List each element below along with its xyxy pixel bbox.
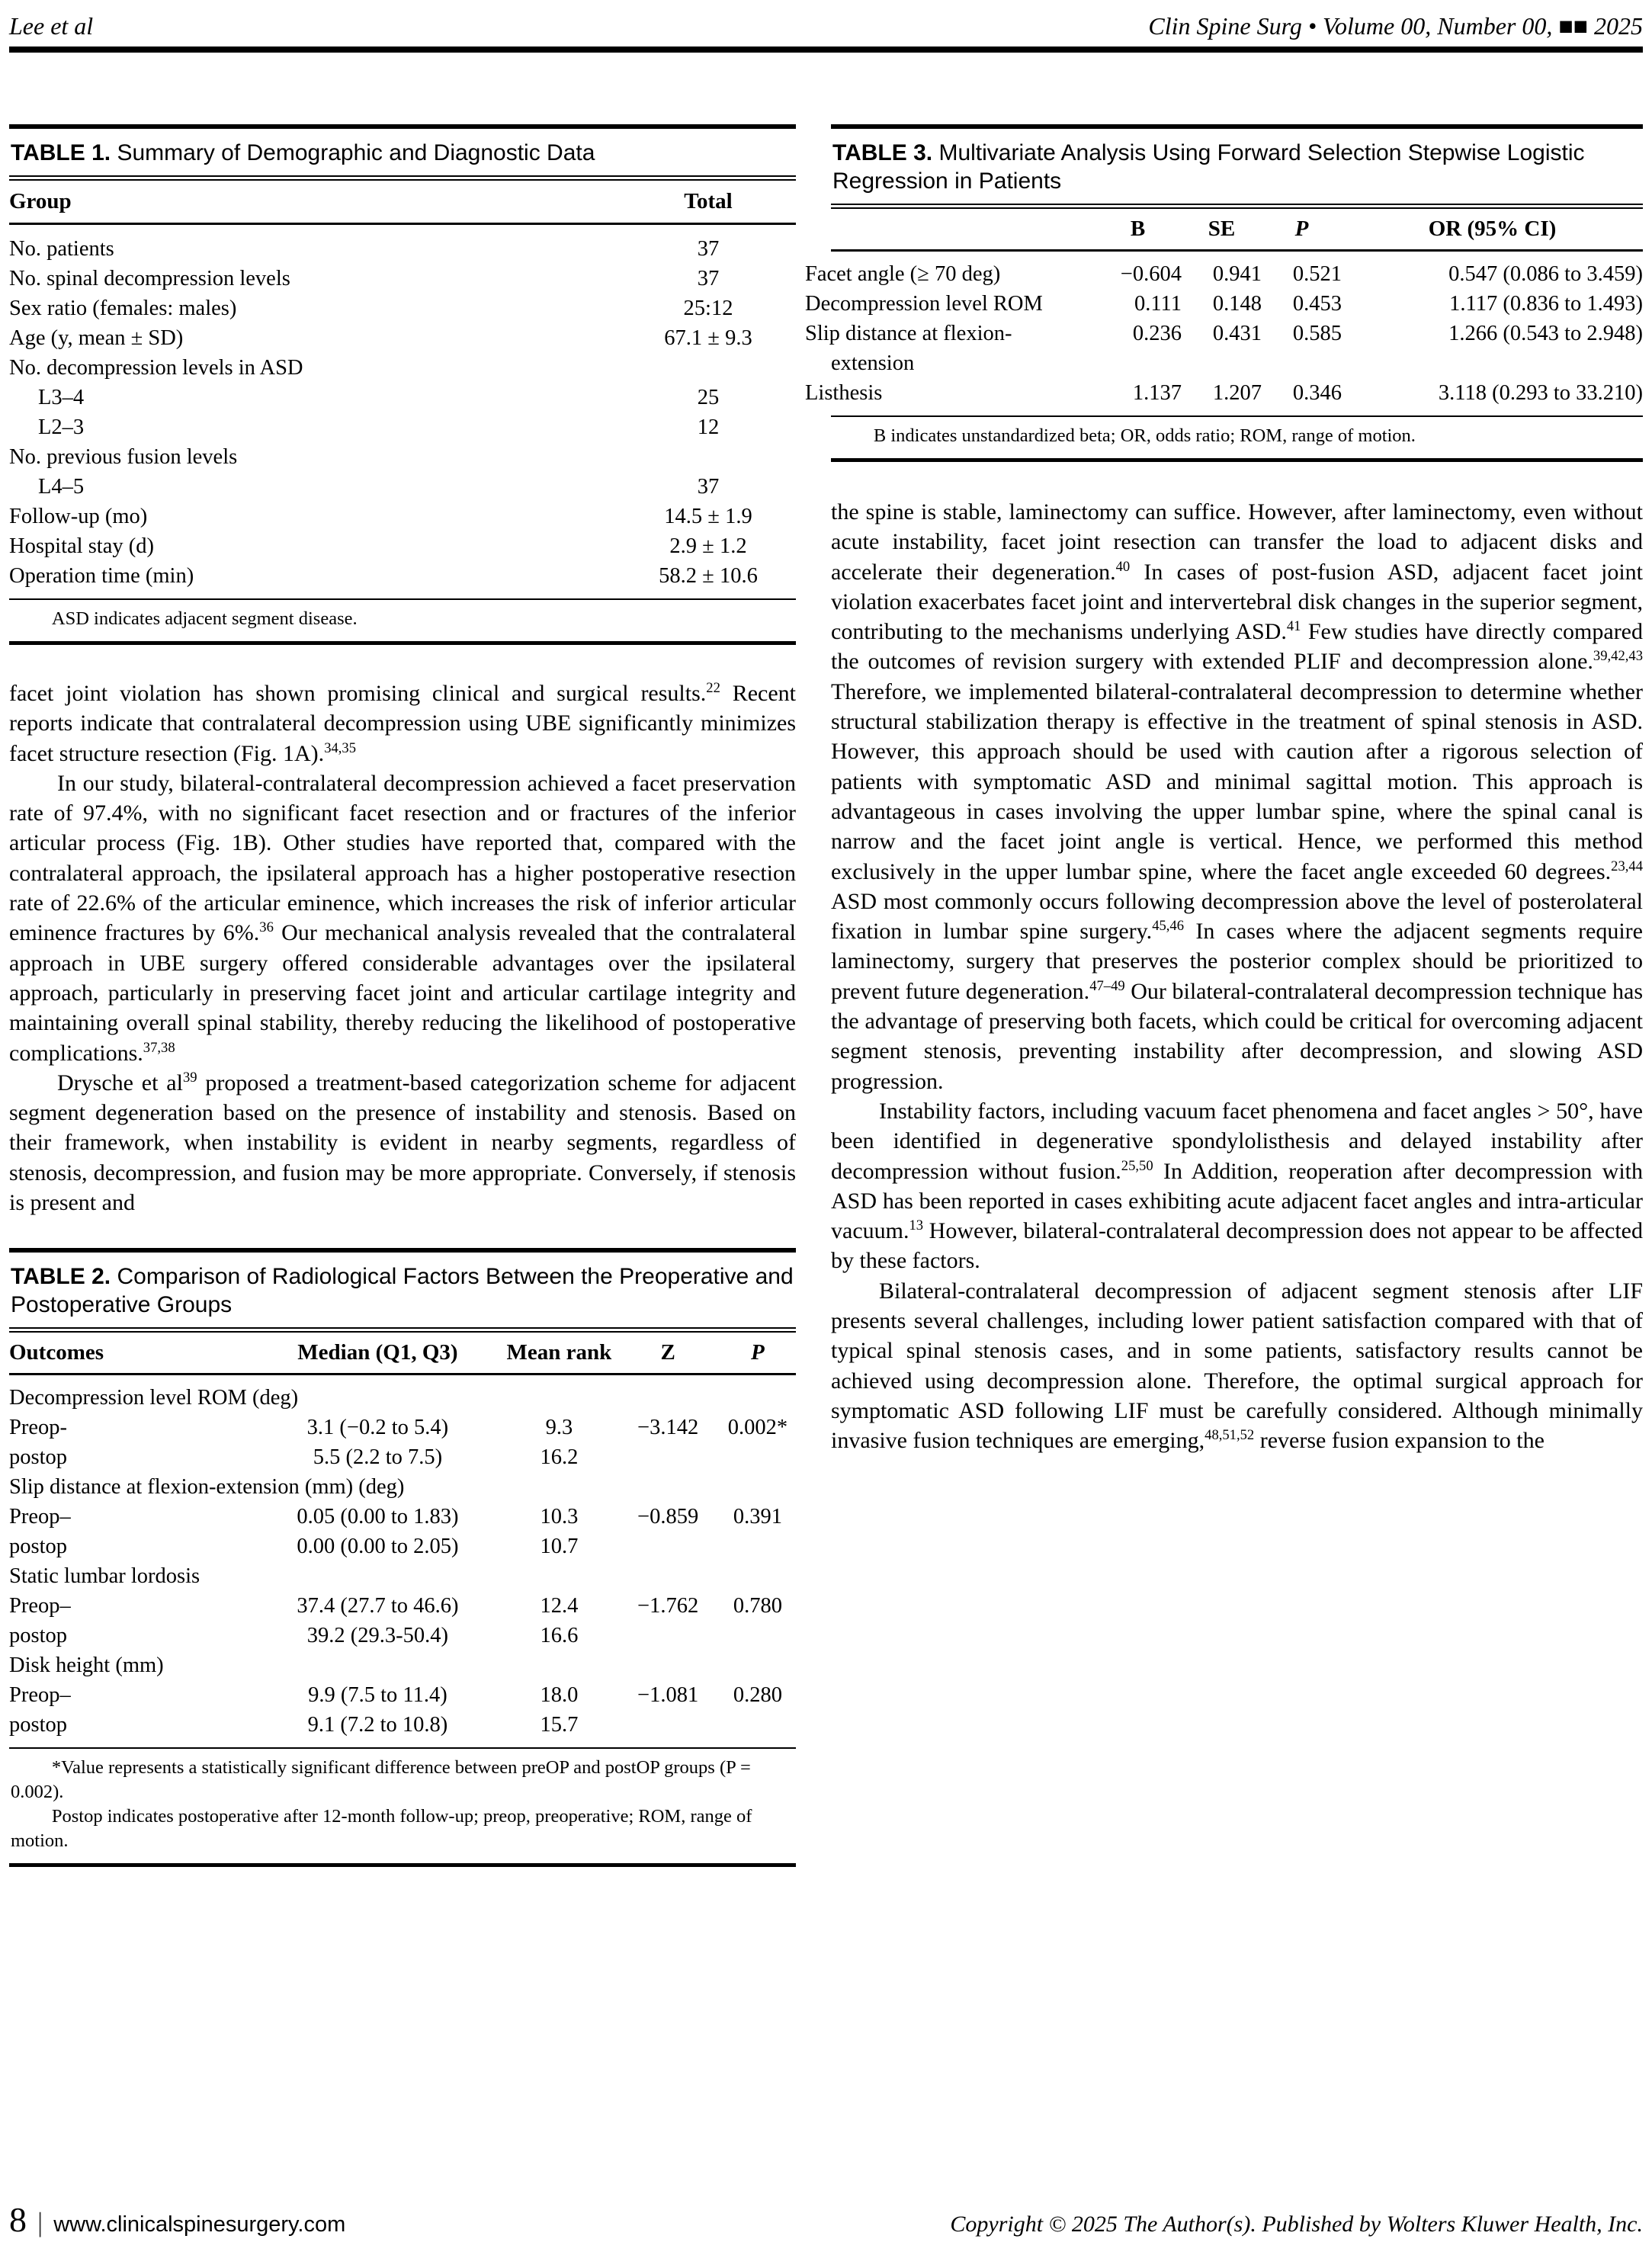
row-label: Operation time (min) — [9, 563, 194, 588]
column-header-z: Z — [660, 1340, 675, 1365]
running-head-journal: Clin Spine Surg • Volume 00, Number 00, ■■ 2025 — [1148, 12, 1643, 40]
table-3-body — [805, 259, 1643, 408]
body-paragraph: Bilateral-contralateral decompression of adjacent segment stenosis after LIF presents several challenges, including lower patient satisfaction compared with that of typical spinal stenosis cases, and in some patients, satisfactory results cannot be achieved using decompression alone. Therefore, the optimal surgical approach for symptomatic ASD following LIF must be carefully considered. Although minimally invasive fusion techniques are emerging,$^{48,51,52}$ reverse fusion expansion to the — [831, 1278, 1643, 1454]
p-value: 0.521 — [1292, 261, 1342, 286]
citation-superscript: 40 — [1115, 558, 1131, 575]
table-row — [9, 383, 796, 412]
page-number: 8 — [9, 2200, 27, 2239]
z-value — [617, 1532, 720, 1561]
median-value: 37.4 (27.7 to 46.6) — [297, 1593, 459, 1618]
footnote-text: Postop indicates postoperative after 12-month follow-up; preop, preoperative; ROM, range of motion. — [11, 1806, 752, 1852]
mean-rank-value: 10.3 — [540, 1504, 579, 1528]
table-rule — [831, 204, 1643, 209]
mean-rank-value: 12.4 — [540, 1593, 579, 1618]
table-1-body — [9, 225, 796, 598]
table-row — [831, 319, 1643, 378]
row-label: Preop– — [9, 1593, 71, 1618]
row-value: 67.1 ± 9.3 — [664, 326, 752, 350]
p-value: 0.453 — [1292, 291, 1342, 316]
table-row — [9, 1710, 796, 1740]
copyright-notice: Copyright © 2025 The Author(s). Published by Wolters Kluwer Health, Inc. — [950, 2212, 1643, 2237]
citation-superscript: 39,42,43 — [1593, 648, 1643, 665]
citation-superscript: 39 — [182, 1069, 197, 1086]
row-label: Facet angle (≥ 70 deg) — [805, 261, 1001, 286]
median-value: 0.05 (0.00 to 1.83) — [297, 1504, 459, 1528]
or-ci-value: 1.266 (0.543 to 2.948) — [1448, 321, 1643, 345]
median-value: 0.00 (0.00 to 2.05) — [297, 1534, 459, 1558]
table-row — [9, 531, 796, 561]
b-value: −0.604 — [1120, 261, 1182, 286]
group-label: Decompression level ROM (deg) — [9, 1385, 299, 1410]
median-value: 9.1 (7.2 to 10.8) — [307, 1712, 448, 1737]
two-column-body — [9, 124, 1643, 1867]
table-1-caption: Summary of Demographic and Diagnostic Data — [117, 140, 595, 165]
row-value: 58.2 ± 10.6 — [659, 563, 758, 588]
row-value — [621, 353, 796, 383]
se-value: 0.941 — [1212, 261, 1262, 286]
row-label: postop — [9, 1712, 68, 1737]
header-rule — [9, 47, 1643, 53]
group-label: Disk height (mm) — [9, 1653, 164, 1677]
p-value: 0.002* — [727, 1415, 788, 1439]
left-column — [9, 124, 796, 1867]
body-paragraph: Drysche et $al^{39}$ proposed a treatment-based categorization scheme for adjacent segment degeneration based on the presence of instability and stenosis. Based on their framework, when instability is evident in nearby segments, regardless of stenosis, decompression, and fusion may be more appropriate. Conversely, if stenosis is present and — [9, 1069, 796, 1216]
table-1 — [9, 124, 796, 645]
table-row — [9, 1621, 796, 1650]
table-row — [9, 502, 796, 531]
table-rule — [9, 1327, 796, 1333]
table-row — [9, 264, 796, 294]
table-row — [831, 378, 1643, 408]
table-row — [9, 1591, 796, 1621]
z-value: −1.762 — [637, 1593, 699, 1618]
p-value: 0.780 — [733, 1593, 782, 1618]
table-2-title — [9, 1253, 796, 1327]
row-label: L2–3 — [38, 415, 85, 439]
b-value: 1.137 — [1132, 380, 1182, 405]
footnote-text: *Value represents a statistically significant difference between preOP and postOP groups (P = 0.002). — [11, 1757, 751, 1803]
body-paragraph: facet joint violation has shown promising clinical and surgical results.$^{22}$ Recent reports indicate that contralateral decompression using UBE significantly minimizes facet structure resection (Fig. 1A).$^{34,35}$ — [9, 680, 796, 766]
or-ci-value: 3.118 (0.293 to 33.210) — [1438, 380, 1643, 405]
column-header-total: Total — [684, 189, 733, 213]
citation-superscript: 47–49 — [1089, 977, 1125, 994]
row-label: Slip distance at flexion-extension — [805, 321, 1012, 375]
citation-superscript: 34,35 — [324, 739, 357, 756]
p-value — [720, 1710, 796, 1740]
row-label: Hospital stay (d) — [9, 534, 154, 558]
table-2-grid — [9, 1333, 796, 1373]
table-1-footnote — [9, 600, 796, 641]
table-2 — [9, 1248, 796, 1867]
table-rule — [831, 458, 1643, 462]
table-row — [9, 353, 796, 383]
p-value: 0.585 — [1292, 321, 1342, 345]
table-group-row — [9, 1561, 796, 1591]
row-label: No. decompression levels in ASD — [9, 355, 303, 380]
footnote-text: B indicates unstandardized beta; OR, odds ratio; ROM, range of motion. — [873, 425, 1416, 446]
z-value — [617, 1442, 720, 1472]
column-header-p: P — [751, 1340, 765, 1365]
table-1-label: TABLE 1. — [11, 140, 111, 165]
row-value: 25:12 — [683, 296, 733, 320]
se-value: 0.431 — [1212, 321, 1262, 345]
se-value: 1.207 — [1212, 380, 1262, 405]
row-label: postop — [9, 1445, 68, 1469]
journal-website-link[interactable]: www.clinicalspinesurgery.com — [53, 2212, 346, 2237]
table-row — [831, 289, 1643, 319]
table-2-body — [9, 1383, 796, 1740]
left-column-text — [9, 678, 796, 1217]
table-row — [9, 1442, 796, 1472]
table-2-footnotes — [9, 1749, 796, 1863]
row-value — [621, 442, 796, 472]
citation-superscript: 37,38 — [143, 1039, 175, 1056]
table-group-row — [9, 1383, 796, 1413]
row-label: postop — [9, 1534, 68, 1558]
body-paragraph: the spine is stable, laminectomy can suffice. However, after laminectomy, even without acute instability, facet joint resection can transfer the load to adjacent disks and accelerate their degeneration.$^{40}$ In cases of post-fusion ASD, adjacent facet joint violation exacerbates facet joint and intervertebral disk changes in the superior segment, contributing to the mechanisms underlying ASD.$^{41}$ Few studies have directly compared the outcomes of revision surgery with extended PLIF and decompression alone.$^{39,42,43}$ Therefore, we implemented bilateral-contralateral decompression to determine whether structural stabilization therapy is effective in the treatment of spinal stenosis in ASD. However, this approach should be used with caution after a rigorous selection of patients with symptomatic ASD and minimal sagittal motion. This approach is advantageous in cases involving the upper lumbar spine, where the spinal canal is narrow and the facet joint angle is vertical. Hence, we performed this method exclusively in the upper lumbar spine, where the facet angle exceeded 60 degrees.$^{23,44}$ ASD most commonly occurs following decompression above the level of posterolateral fixation in lumbar spine surgery.$^{45,46}$ In cases where the adjacent segments require laminectomy, surgery that preserves the posterior complex should be prioritized to prevent future degeneration.$^{47-49}$ Our bilateral-contralateral decompression technique has the advantage of preserving both facets, which could be critical for overcoming adjacent segment stenosis, preventing instability after decompression, and slowing ASD progression. — [831, 499, 1643, 1094]
column-header-p: P — [1294, 217, 1309, 241]
citation-superscript: 48,51,52 — [1205, 1427, 1255, 1444]
table-2-header-row — [9, 1333, 796, 1373]
z-value: −3.142 — [637, 1415, 699, 1439]
p-value: 0.391 — [733, 1504, 782, 1528]
table-2-label: TABLE 2. — [11, 1264, 111, 1290]
z-value: −1.081 — [637, 1682, 699, 1707]
table-rule — [9, 175, 796, 181]
row-value: 37 — [697, 266, 720, 290]
table-3-label: TABLE 3. — [832, 140, 933, 165]
median-value: 5.5 (2.2 to 7.5) — [313, 1445, 443, 1469]
table-row — [9, 1532, 796, 1561]
mean-rank-value: 16.6 — [540, 1623, 579, 1647]
se-value: 0.148 — [1212, 291, 1262, 316]
mean-rank-value: 16.2 — [540, 1445, 579, 1469]
right-column-text — [831, 497, 1643, 1456]
table-row — [9, 412, 796, 442]
table-group-row — [9, 1650, 796, 1680]
citation-superscript: 22 — [706, 680, 720, 696]
table-2-caption: Comparison of Radiological Factors Between the Preoperative and Postoperative Groups — [11, 1264, 794, 1318]
mean-rank-value: 18.0 — [540, 1682, 579, 1707]
row-label: Follow-up (mo) — [9, 504, 148, 528]
z-value — [617, 1621, 720, 1650]
row-value: 14.5 ± 1.9 — [664, 504, 752, 528]
column-header-blank — [831, 209, 1094, 249]
footer-left — [9, 2202, 345, 2238]
mean-rank-value: 10.7 — [540, 1534, 579, 1558]
p-value — [720, 1442, 796, 1472]
column-header-or-ci: OR (95% CI) — [1428, 217, 1557, 241]
page-footer — [9, 2202, 1643, 2238]
or-ci-value: 1.117 (0.836 to 1.493) — [1449, 291, 1643, 316]
z-value: −0.859 — [637, 1504, 699, 1528]
z-value — [617, 1710, 720, 1740]
table-row — [9, 472, 796, 502]
row-label: postop — [9, 1623, 68, 1647]
table-3-header-row — [831, 209, 1643, 249]
table-row — [9, 1680, 796, 1710]
table-group-row — [9, 1472, 796, 1502]
row-label: Preop- — [9, 1415, 67, 1439]
table-row — [9, 234, 796, 264]
row-label: Decompression level ROM — [805, 291, 1043, 316]
p-value — [720, 1532, 796, 1561]
row-label: L3–4 — [38, 385, 85, 409]
row-label: Age (y, mean ± SD) — [9, 326, 184, 350]
row-label: Listhesis — [805, 380, 883, 405]
citation-superscript: 23,44 — [1611, 858, 1643, 874]
row-value: 2.9 ± 1.2 — [669, 534, 747, 558]
row-value: 37 — [697, 236, 720, 261]
column-header-b: B — [1130, 217, 1146, 241]
table-rule — [9, 641, 796, 645]
row-label: No. spinal decompression levels — [9, 266, 290, 290]
row-label: L4–5 — [38, 474, 85, 499]
or-ci-value: 0.547 (0.086 to 3.459) — [1448, 261, 1643, 286]
median-value: 3.1 (−0.2 to 5.4) — [306, 1415, 449, 1439]
table-row — [9, 323, 796, 353]
citation-superscript: 25,50 — [1121, 1157, 1153, 1174]
table-row — [9, 442, 796, 472]
row-label: No. patients — [9, 236, 114, 261]
body-paragraph: Instability factors, including vacuum facet phenomena and facet angles > 50°, have been identified in degenerative spondylolisthesis and delayed instability after decompression without fusion.$^{25,50}$ In Addition, reoperation after decompression with ASD has been reported in cases exhibiting acute adjacent facet angles and intra-articular vacuum.$^{13}$ However, bilateral-contralateral decompression does not appear to be affected by these factors. — [831, 1098, 1643, 1274]
b-value: 0.111 — [1134, 291, 1182, 316]
table-3 — [805, 124, 1643, 462]
group-label: Slip distance at flexion-extension (mm) (deg) — [9, 1474, 405, 1499]
table-row — [9, 1413, 796, 1442]
row-label: Preop– — [9, 1504, 71, 1528]
citation-superscript: 13 — [909, 1217, 924, 1234]
row-label: No. previous fusion levels — [9, 444, 238, 469]
table-row — [831, 259, 1643, 289]
b-value: 0.236 — [1132, 321, 1182, 345]
table-3-footnote — [831, 417, 1643, 458]
right-column — [805, 124, 1643, 1867]
mean-rank-value: 15.7 — [540, 1712, 579, 1737]
median-value: 39.2 (29.3-50.4) — [306, 1623, 449, 1647]
footer-divider: | — [37, 2207, 43, 2237]
row-label: Sex ratio (females: males) — [9, 296, 237, 320]
mean-rank-value: 9.3 — [545, 1415, 573, 1439]
table-rule — [9, 1863, 796, 1867]
p-value — [720, 1621, 796, 1650]
table-row — [9, 561, 796, 591]
p-value: 0.346 — [1292, 380, 1342, 405]
citation-superscript: 41 — [1286, 618, 1301, 635]
table-row — [9, 1502, 796, 1532]
table-1-header-row — [9, 181, 796, 223]
group-label: Static lumbar lordosis — [9, 1564, 200, 1588]
row-value: 25 — [697, 385, 720, 409]
table-1-title — [9, 129, 796, 175]
table-3-caption: Multivariate Analysis Using Forward Selection Stepwise Logistic Regression in Patients — [832, 140, 1585, 194]
column-header-mean-rank: Mean rank — [506, 1340, 612, 1365]
table-3-grid — [831, 209, 1643, 249]
table-3-title — [831, 129, 1643, 204]
table-row — [9, 294, 796, 323]
citation-superscript: 36 — [259, 919, 274, 936]
median-value: 9.9 (7.5 to 11.4) — [308, 1682, 447, 1707]
column-header-outcomes: Outcomes — [9, 1340, 104, 1365]
column-header-median: Median (Q1, Q3) — [297, 1340, 458, 1365]
citation-superscript: 45,46 — [1152, 918, 1185, 935]
column-header-group: Group — [9, 189, 72, 213]
footnote-text: ASD indicates adjacent segment disease. — [51, 608, 358, 629]
row-value: 37 — [697, 474, 720, 499]
p-value: 0.280 — [733, 1682, 782, 1707]
page-header — [9, 11, 1643, 41]
column-header-se: SE — [1208, 217, 1236, 241]
running-head-authors: Lee et al — [9, 12, 94, 40]
row-label: Preop– — [9, 1682, 71, 1707]
row-value: 12 — [697, 415, 720, 439]
body-paragraph: In our study, bilateral-contralateral decompression achieved a facet preservation rate of 97.4%, with no significant facet resection and or fractures of the inferior articular process (Fig. 1B). Other studies have reported that, compared with the contralateral approach, the ipsilateral approach has a higher postoperative resection rate of 22.6% of the articular eminence, which increases the risk of inferior articular eminence fractures by 6%.$^{36}$ Our mechanical analysis revealed that the contralateral approach in UBE surgery offered considerable advantages over the ipsilateral approach, particularly in preserving facet joint and articular cartilage integrity and maintaining overall spinal stability, thereby reducing the likelihood of postoperative complications.$^{37,38}$ — [9, 770, 796, 1066]
